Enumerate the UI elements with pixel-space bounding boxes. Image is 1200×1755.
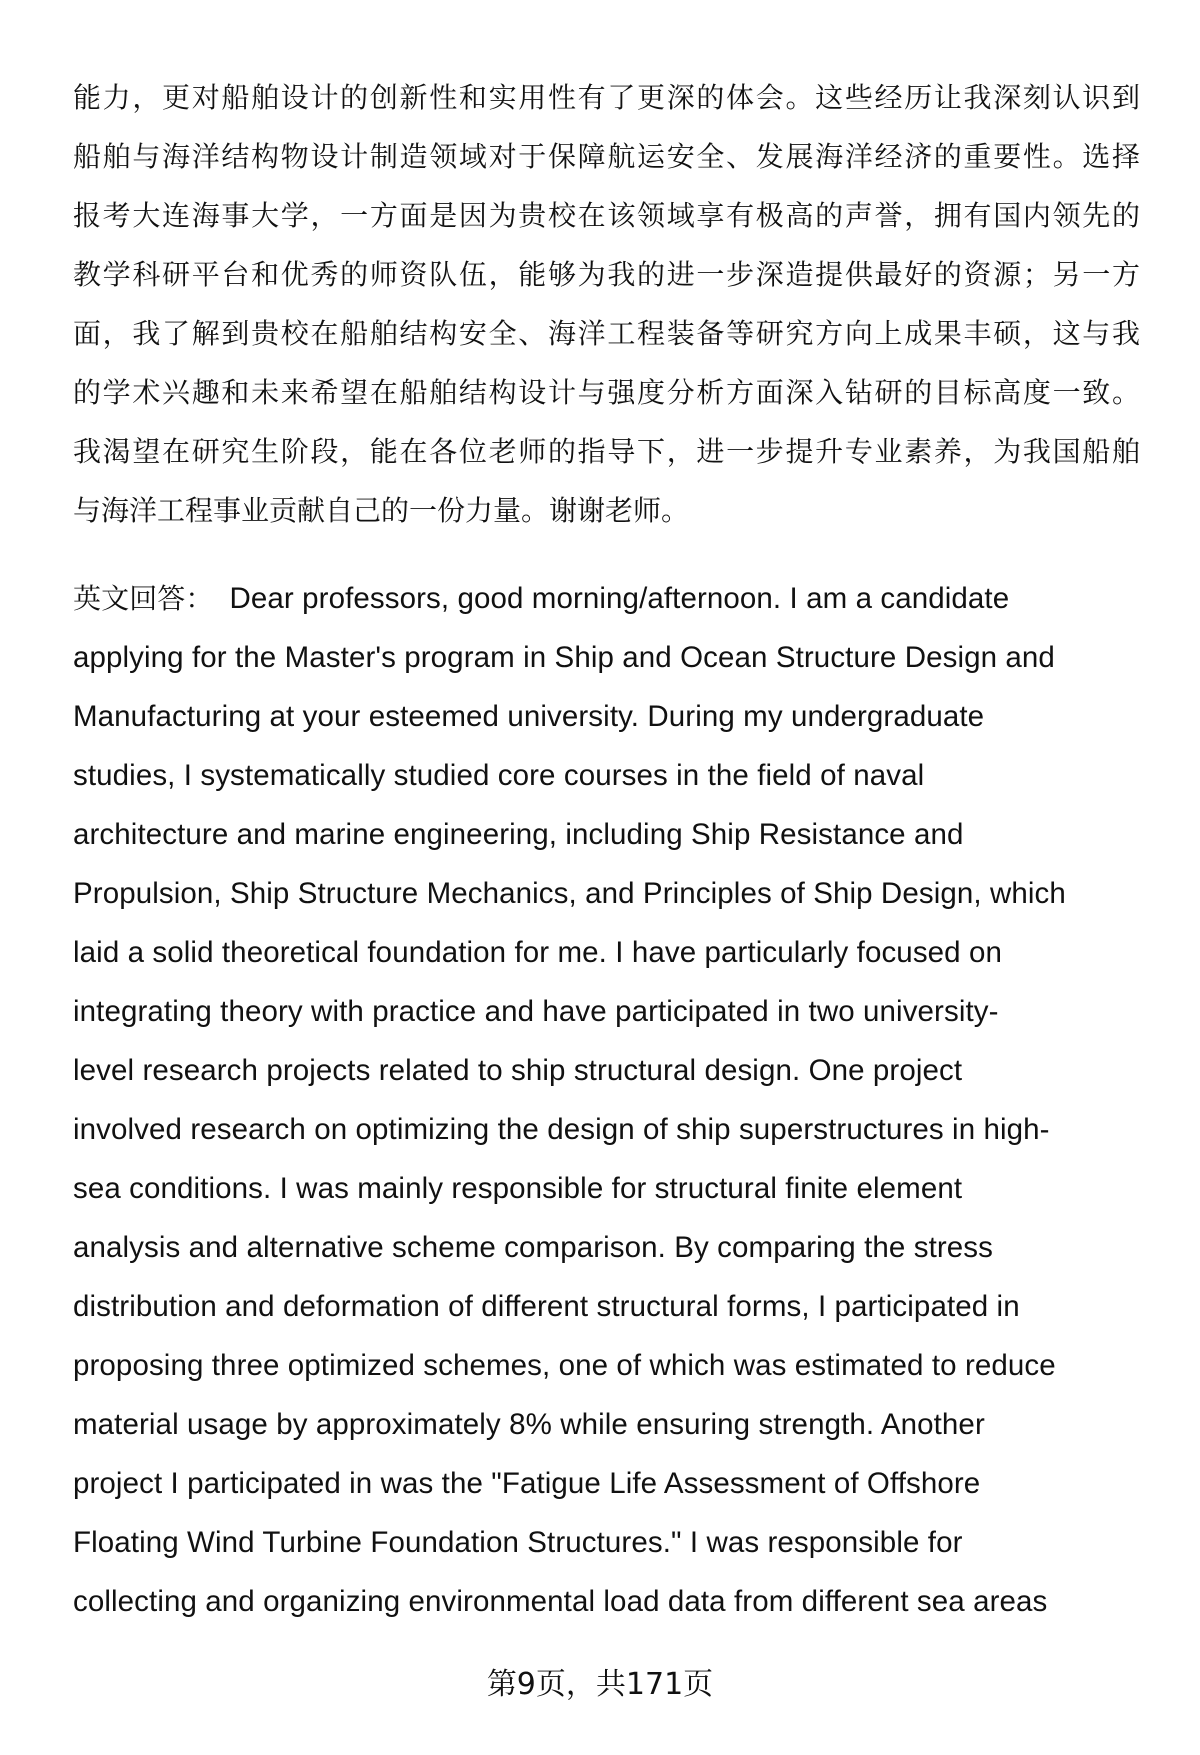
text-line: 船舶与海洋结构物设计制造领域对于保障航运安全、发展海洋经济的重要性。选择 <box>73 140 1140 173</box>
text-line: laid a solid theoretical foundation for me. I have particularly focused on <box>73 936 1002 969</box>
text-line: proposing three optimized schemes, one of which was estimated to reduce <box>73 1349 1056 1382</box>
text-line: 教学科研平台和优秀的师资队伍，能够为我的进一步深造提供最好的资源；另一方 <box>73 258 1140 291</box>
text-line: project I participated in was the "Fatigue Life Assessment of Offshore <box>73 1467 981 1500</box>
text-line: integrating theory with practice and have participated in two university- <box>73 995 999 1028</box>
text-line: collecting and organizing environmental load data from different sea areas <box>73 1585 1048 1618</box>
text-line: applying for the Master's program in Ship and Ocean Structure Design and <box>73 641 1055 674</box>
text-line: analysis and alternative scheme comparison. By comparing the stress <box>73 1231 993 1264</box>
page-number-footer: 第9页，共171页 <box>486 1667 714 1702</box>
text-line: Propulsion, Ship Structure Mechanics, and Principles of Ship Design, which <box>73 877 1066 910</box>
text-line: Manufacturing at your esteemed university. During my undergraduate <box>73 700 985 733</box>
english-answer <box>73 569 1140 1631</box>
text-line: level research projects related to ship structural design. One project <box>73 1054 963 1087</box>
english-answer-label: 英文回答： <box>73 582 214 615</box>
text-line <box>73 569 1140 628</box>
text-line: 面，我了解到贵校在船舶结构安全、海洋工程装备等研究方向上成果丰硕，这与我 <box>73 317 1140 350</box>
text-line: 与海洋工程事业贡献自己的一份力量。谢谢老师。 <box>73 494 690 527</box>
chinese-answer <box>73 68 1140 540</box>
text-line: 报考大连海事大学，一方面是因为贵校在该领域享有极高的声誉，拥有国内领先的 <box>73 199 1140 232</box>
text-line: architecture and marine engineering, including Ship Resistance and <box>73 818 964 851</box>
text-line: distribution and deformation of different structural forms, I participated in <box>73 1290 1020 1323</box>
text-line: involved research on optimizing the design of ship superstructures in high- <box>73 1113 1050 1146</box>
text-line: studies, I systematically studied core courses in the field of naval <box>73 759 925 792</box>
text-line: 的学术兴趣和未来希望在船舶结构设计与强度分析方面深入钻研的目标高度一致。 <box>73 376 1140 409</box>
text-line: 能力，更对船舶设计的创新性和实用性有了更深的体会。这些经历让我深刻认识到 <box>73 81 1140 114</box>
text-line: sea conditions. I was mainly responsible for structural finite element <box>73 1172 963 1205</box>
text-span: Dear professors, good morning/afternoon. I am a candidate <box>229 582 1010 615</box>
document-page <box>73 68 1140 1631</box>
text-line: 我渴望在研究生阶段，能在各位老师的指导下，进一步提升专业素养，为我国船舶 <box>73 435 1140 468</box>
text-line: material usage by approximately 8% while ensuring strength. Another <box>73 1408 985 1441</box>
text-line: Floating Wind Turbine Foundation Structures." I was responsible for <box>73 1526 963 1559</box>
